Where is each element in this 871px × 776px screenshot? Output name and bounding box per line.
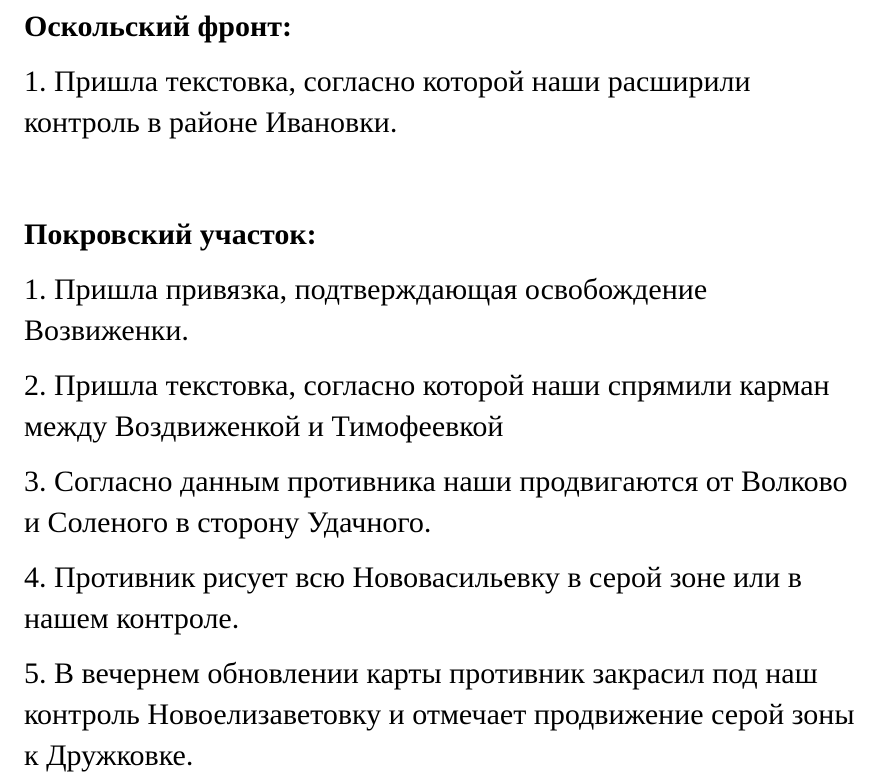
list-item: 2. Пришла текстовка, согласно которой наши спрямили карман между Воздвиженкой и Тимофеевкой [24,369,830,443]
list-item: 1. Пришла текстовка, согласно которой наши расширили контроль в районе Ивановки. [24,65,751,139]
list-item: 1. Пришла привязка, подтверждающая освобождение Возвиженки. [24,273,708,347]
list-item: 4. Противник рисует всю Нововасильевку в серой зоне или в нашем контроле. [24,561,802,635]
list-item: 3. Согласно данным противника наши продвигаются от Волково и Соленого в сторону Удачного. [24,465,848,539]
section-heading-oskol: Оскольский фронт: [24,10,292,43]
section-heading-pokrovsk: Покровский участок: [24,218,317,251]
list-item: 5. В вечернем обновлении карты противник закрасил под наш контроль Новоелизаветовку и отмечает продвижение серой зоны к Дружковке. [24,657,855,772]
blank-line [24,157,864,214]
